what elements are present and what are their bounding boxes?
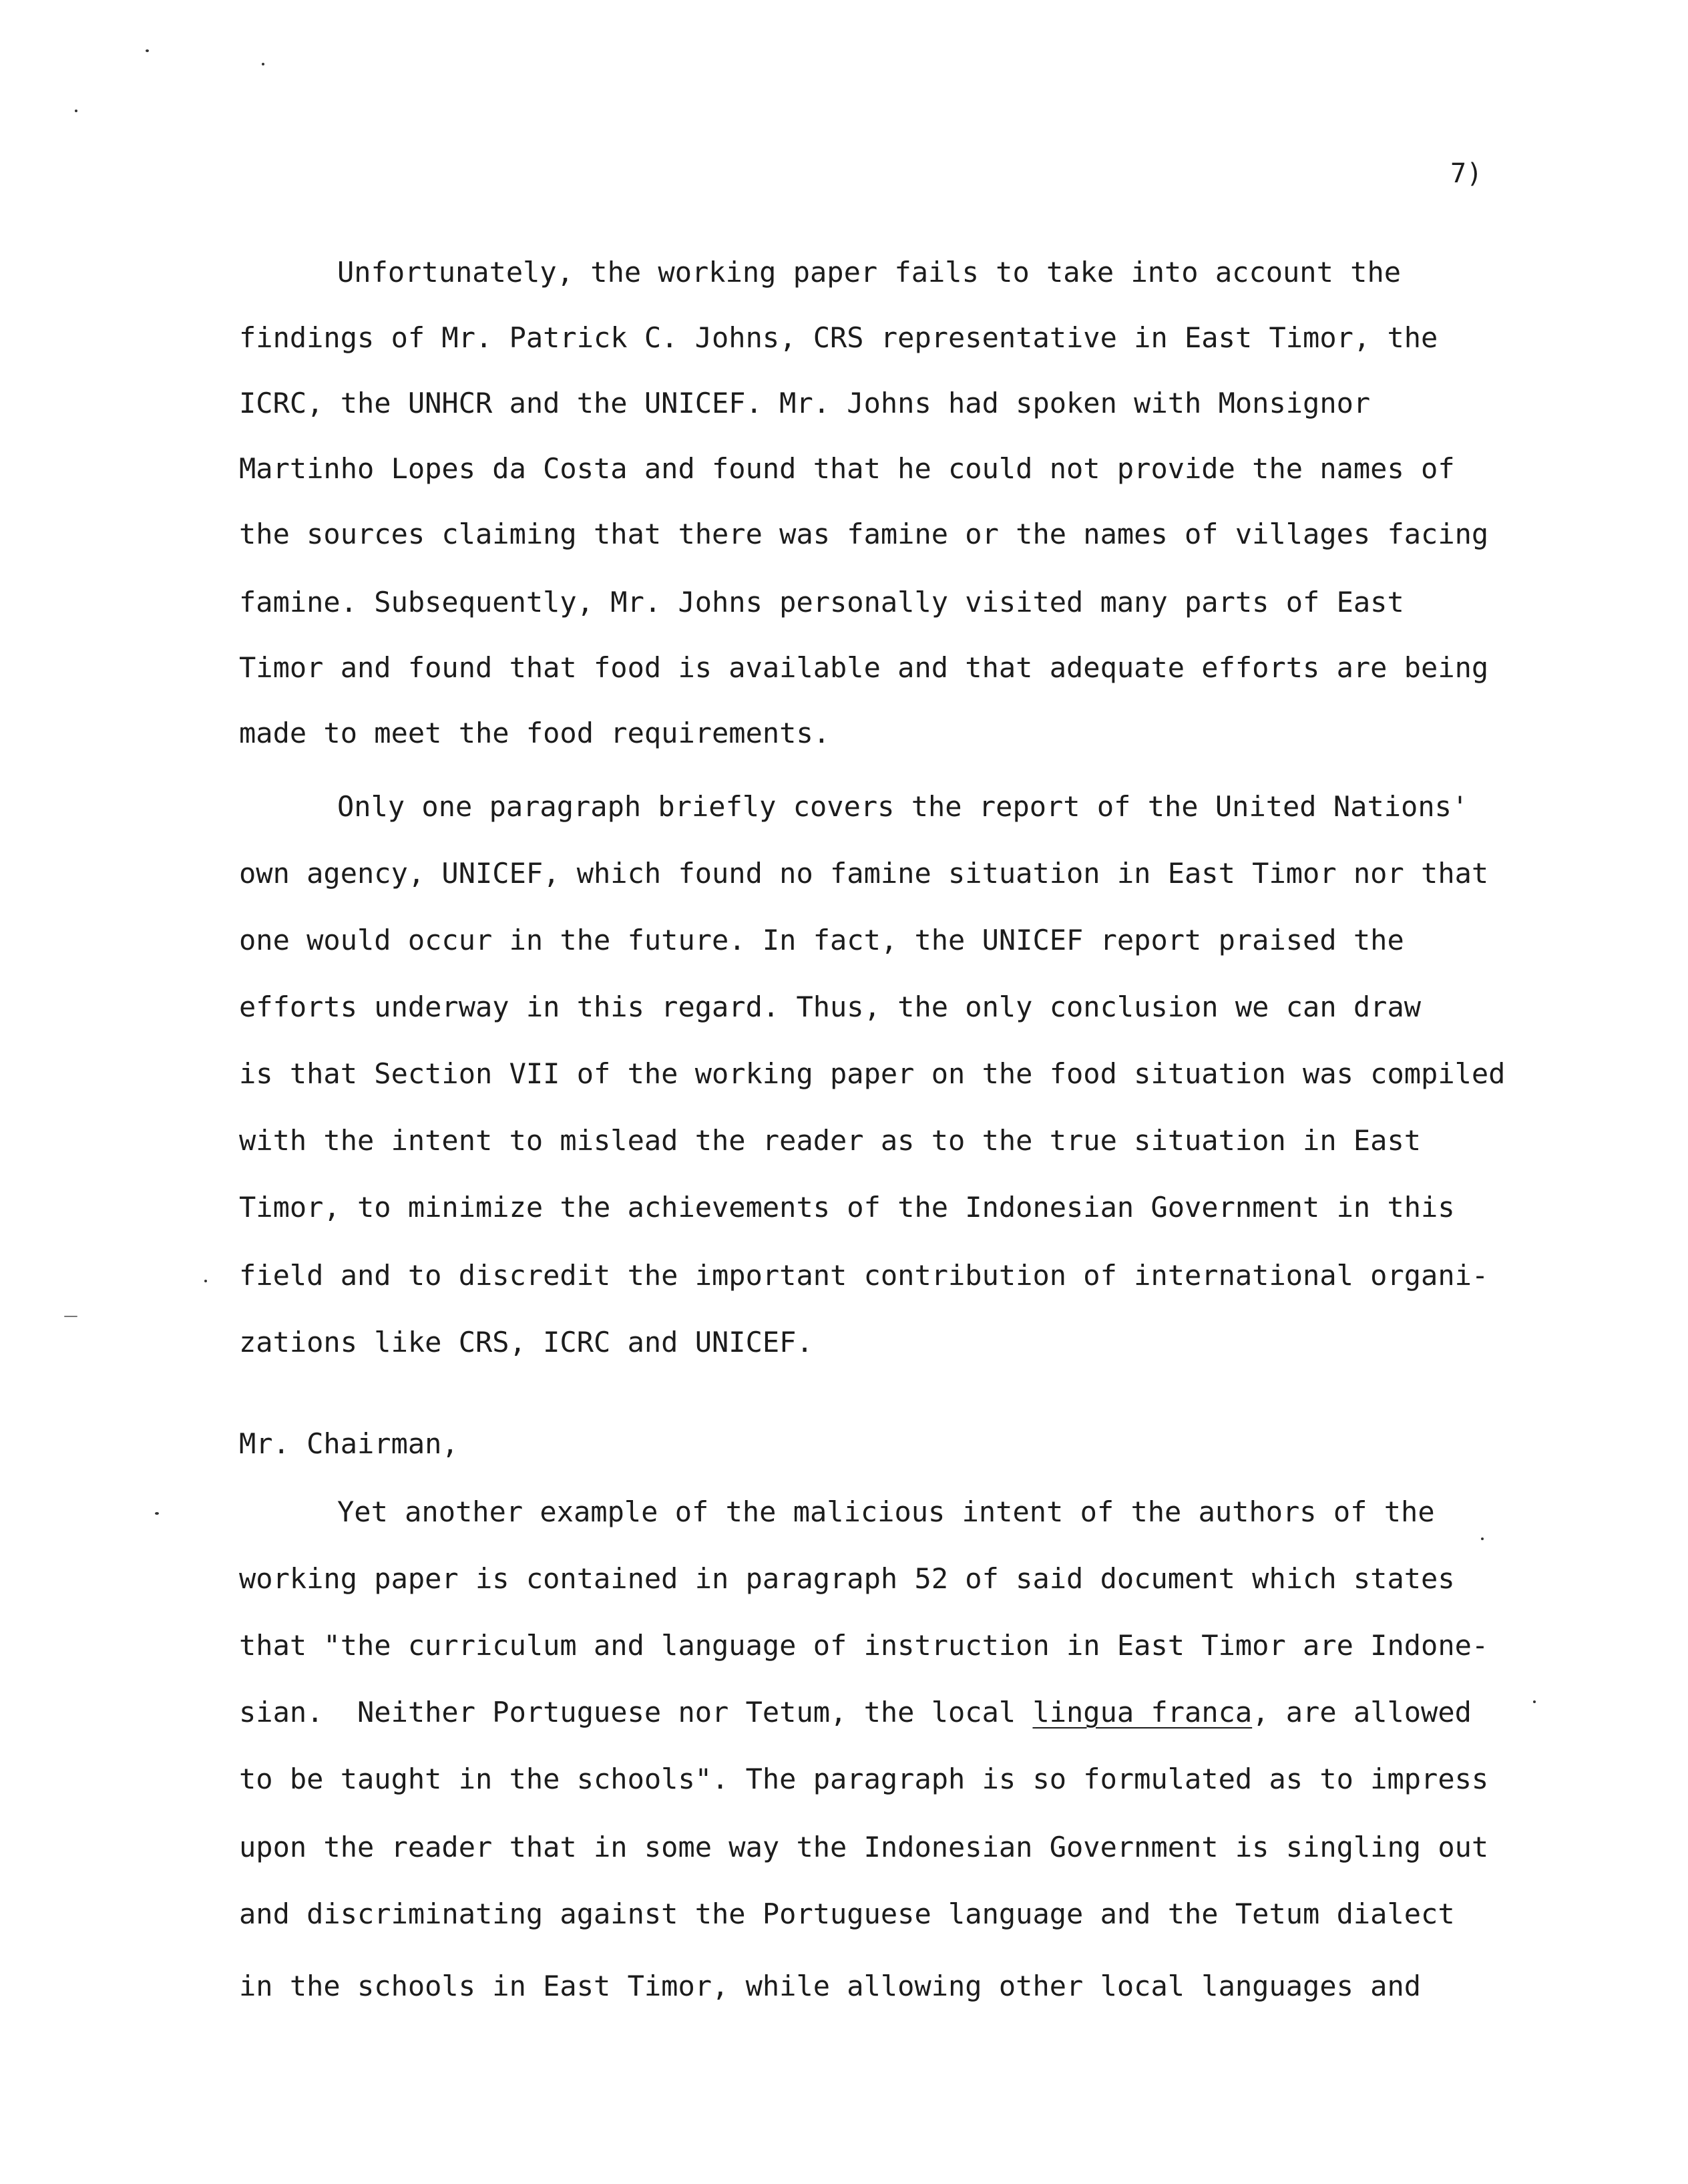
salutation: Mr. Chairman, [239, 1427, 459, 1460]
scan-speck [204, 1280, 207, 1282]
scan-speck [1533, 1700, 1536, 1703]
paragraph-1-line-4: Martinho Lopes da Costa and found that he could not provide the names of [239, 452, 1455, 485]
scan-speck [1481, 1537, 1484, 1540]
scan-speck [262, 63, 264, 65]
paragraph-2-line-4: efforts underway in this regard. Thus, the only conclusion we can draw [239, 990, 1422, 1023]
paragraph-2-line-2: own agency, UNICEF, which found no famine situation in East Timor nor that [239, 857, 1489, 890]
paragraph-1-line-3: ICRC, the UNHCR and the UNICEF. Mr. Johns had spoken with Monsignor [239, 387, 1371, 419]
paragraph-3-line-2: working paper is contained in paragraph 52 of said document which states [239, 1562, 1455, 1595]
page-number: 7) [1450, 158, 1483, 189]
paragraph-3-line-6: upon the reader that in some way the Indonesian Government is singling out [239, 1831, 1489, 1863]
scan-speck [64, 1316, 77, 1317]
paragraph-3-line-3: that "the curriculum and language of instruction in East Timor are Indone- [239, 1629, 1489, 1662]
paragraph-1-line-7: Timor and found that food is available and that adequate efforts are being [239, 651, 1489, 684]
paragraph-2-line-9: zations like CRS, ICRC and UNICEF. [239, 1326, 813, 1358]
paragraph-1-line-6: famine. Subsequently, Mr. Johns personally visited many parts of East [239, 586, 1404, 618]
paragraph-3-line-8: in the schools in East Timor, while allowing other local languages and [239, 1970, 1422, 2002]
paragraph-1-line-8: made to meet the food requirements. [239, 717, 831, 749]
paragraph-3-line-7: and discriminating against the Portuguese language and the Tetum dialect [239, 1897, 1455, 1930]
paragraph-2-line-1: Only one paragraph briefly covers the report of the United Nations' [337, 790, 1469, 823]
paragraph-2-line-7: Timor, to minimize the achievements of the Indonesian Government in this [239, 1191, 1455, 1224]
scan-speck [155, 1512, 159, 1515]
paragraph-3-line-1: Yet another example of the malicious intent of the authors of the [337, 1495, 1435, 1528]
underlined-phrase: lingua franca [1032, 1696, 1253, 1728]
paragraph-3-line-4-end: , are allowed [1252, 1696, 1472, 1728]
paragraph-2-line-6: with the intent to mislead the reader as to the true situation in East [239, 1124, 1422, 1157]
paragraph-3-line-4 [239, 1692, 1472, 1733]
paragraph-2-line-5: is that Section VII of the working paper on the food situation was compiled [239, 1057, 1506, 1090]
paragraph-3-line-4-start: sian. Neither Portuguese nor Tetum, the local [239, 1696, 1033, 1728]
paragraph-3-line-5: to be taught in the schools". The paragraph is so formulated as to impress [239, 1763, 1489, 1795]
scan-speck [75, 110, 77, 112]
paragraph-2-line-3: one would occur in the future. In fact, the UNICEF report praised the [239, 924, 1404, 956]
paragraph-1-line-5: the sources claiming that there was famine or the names of villages facing [239, 518, 1489, 550]
paragraph-1-line-2: findings of Mr. Patrick C. Johns, CRS representative in East Timor, the [239, 321, 1438, 354]
paragraph-1-line-1: Unfortunately, the working paper fails to take into account the [337, 256, 1402, 289]
paragraph-2-line-8: field and to discredit the important contribution of international organi- [239, 1259, 1489, 1292]
scan-speck [146, 49, 149, 52]
